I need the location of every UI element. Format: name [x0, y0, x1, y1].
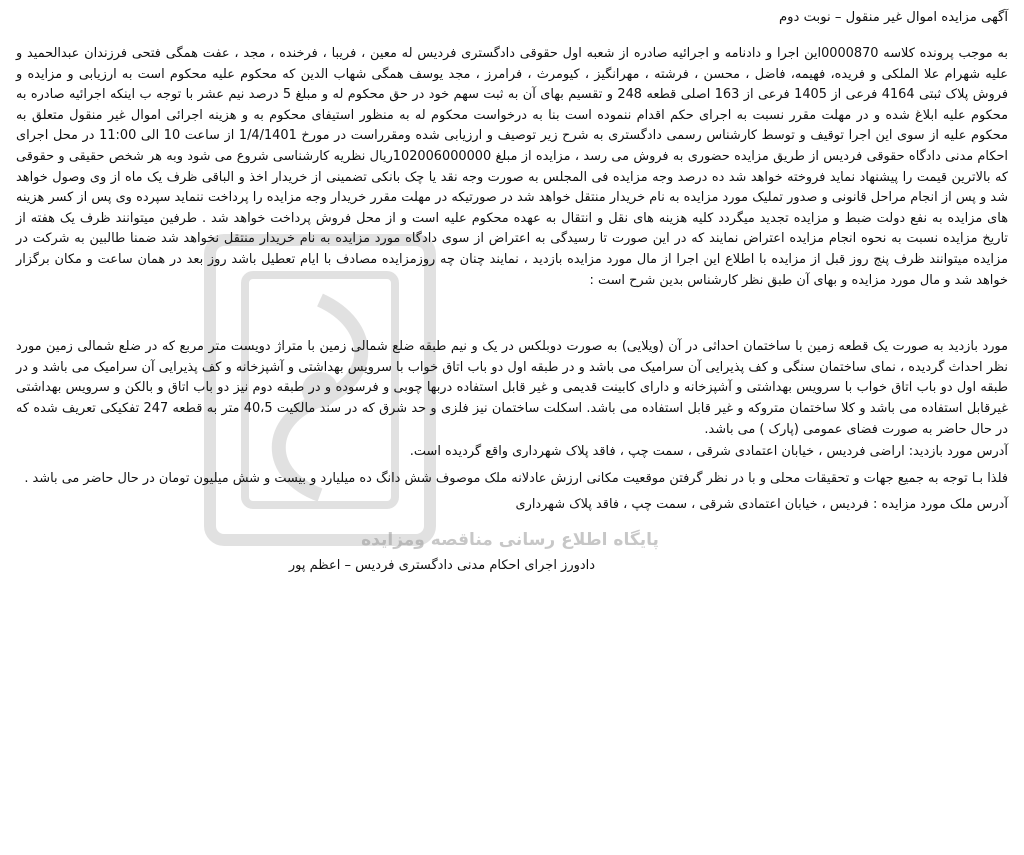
watermark-text: پایگاه اطلاع رسانی مناقصه ومزایده: [361, 530, 659, 550]
visit-address-paragraph: آدرس مورد بازدید: اراضی فردیس ، خیابان اعتمادی شرقی ، سمت چپ ، فاقد پلاک شهرداری واقع گردیده است.: [409, 444, 1008, 460]
property-address-paragraph: آدرس ملک مورد مزایده : فردیس ، خیابان اعتمادی شرقی ، سمت چپ ، فاقد پلاک شهرداری: [515, 497, 1008, 513]
valuation-paragraph: فلذا بـا توجه به جمیع جهات و تحقیقات محلی و با در نظر گرفتن موقعیت مکانی ارزش عادلانه ملک موصوف شش دانگ ده میلیارد و بیست و شش میلیون تومان در حال حاضر می باشد .: [24, 470, 1008, 486]
ad-body-paragraph: به موجب پرونده کلاسه 0000870این اجرا و دادنامه و اجرائیه صادره از شعبه اول حقوقی دادگستری فردیس له معین ، فریبا ، فرخنده ، مجد ، عفت همگی فتحی فرزندان عبدالحمید و علیه شهرام علا الملکی و فریده، فهیمه، فاضل ، محسن ، فرشته ، مهرانگیز ، کیومرث ، فرامرز ، مجد یوسف همگی شهاب الدین که محکوم علیه محکوم است به ارزیابی و مزایده و فروش پلاک ثبتی 4164 فرعی از 1405 فرعی از 163 اصلی قطعه 248 و تقسیم بهای آن به ثبت سهم خود در حق محکوم له و مبلغ 5 درصد نیم عشر با توجه ب اینکه اجرائیه صادره به محکوم علیه ابلاغ شده و در مهلت مقرر نسبت به اجرای حکم اقدام ننموده است بنا به درخواست محکوم له به منظور استیفای محکوم به و هزینه اجرائی اموال غیر منقول متعلق به محکوم علیه از سوی این اجرا توقیف و توسط کارشناس رسمی دادگستری به شرح زیر توصیف و ارزیابی شده ومقرراست در مورخ 1/4/1401 از ساعت 10 الی 11:00 در محل اجرای احکام مدنی دادگاه حقوقی فردیس از طریق مزایده حضوری به فروش می رسد ، مزایده از مبلغ 102006000000ریال نظریه کارشناسی شروع می شود وبه هر شخص حقیقی و حقوقی که بالاترین قیمت را پیشنهاد نماید فروخته خواهد شد ده درصد وجه مزایده فی المجلس به صورت وجه نقد یا چک بانکی تضمینی از خریدار اخذ و الباقی ظرف یک ماه از وی وصول خواهد شد و پس از انجام مراحل قانونی و صدور تملیک مورد مزایده به نام خریدار منتقل خواهد شد در صورتیکه در مهلت مقرر خریدار وجه مزایده را پرداخت ننماید سپرده وی پس از کسر هزینه های مزایده به نفع دولت ضبط و مزایده تجدید میگردد کلیه هزینه های نقل و انتقال به عهده محکوم علیه است و از محل فروش پرداخت خواهد شد . طرفین میتوانند ظرف یک هفته از تاریخ مزایده نسبت به نحوه انجام مزایده اعتراض نمایند که در این صورت تا رسیدگی به اعتراض از سوی دادگاه مورد مزایده به نام خریدار منتقل نخواهد شد ضمنا طالبین به شرکت در مزایده میتوانند ظرف پنج روز قبل از مزایده با اطلاع این اجرا از مال مورد مزایده بازدید ، نمایند چنان چه روزمزایده مصادف با ایام تعطیل باشد روز بعد در همان ساعت و مکان برگزار خواهد شد و مال مورد مزایده و بهای آن طبق نظر کارشناس بدین شرح است :: [16, 46, 1009, 288]
signature: دادورز اجرای احکام مدنی دادگستری فردیس – اعظم پور: [288, 557, 596, 573]
ad-title: آگهی مزایده اموال غیر منقول – نوبت دوم: [778, 10, 1008, 25]
property-description-paragraph: مورد بازدید به صورت یک قطعه زمین با ساختمان احداثی در آن (ویلایی) به صورت دوبلکس در یک و نیم طبقه ضلع شمالی زمین با متراژ دویست متر مربع که در ضلع شمالی زمین مورد نظر احداث گردیده ، نمای ساختمان سنگی و کف پذیرایی آن سرامیک می باشد و در طبقه اول دو باب اتاق خواب با سرویس بهداشتی و آشپزخانه و کف پذیرایی آن سرامیک می باشد و در طبقه اول دو باب اتاق خواب با سرویس بهداشتی و آشپزخانه و دارای کابینت قدیمی و غیر قابل استفاده دربها چوبی و فرسوده و در طبقه دوم نیز دو باب اتاق و بالکن و سرویس بهداشتی غیرقابل استفاده می باشد و کلا ساختمان متروکه و غیر قابل استفاده می باشد. اسکلت ساختمان نیز فلزی و حد شرق که در سند مالکیت 40،5 متر به قطعه 247 تفکیکی تعریف شده که در حال حاضر به صورت فضای عمومی (پارک ) می باشد.: [16, 339, 1009, 437]
